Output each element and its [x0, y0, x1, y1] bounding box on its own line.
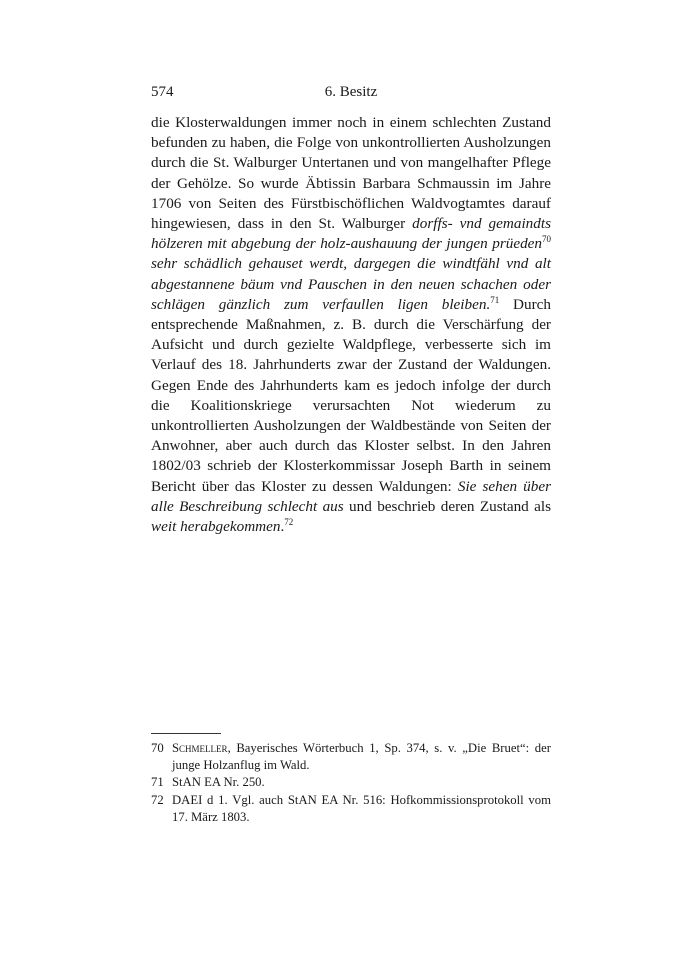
page-header	[151, 84, 551, 106]
footnote-72	[151, 792, 551, 826]
body-text	[151, 113, 551, 537]
page-number: 574	[151, 84, 174, 100]
footnote-text: StAN EA Nr. 250.	[172, 775, 265, 790]
footnote-text: , Bayerisches Wörterbuch 1, Sp. 374, s. v. „Die Bruet“: der junge Holzanflug im Wald.	[172, 741, 551, 773]
body-text-segment: .	[280, 518, 285, 536]
quoted-source-text: Sie sehen über alle Beschreibung schlecht aus	[151, 477, 551, 515]
footnote-71	[151, 774, 551, 791]
body-text-segment: und beschrieb deren Zustand als	[343, 497, 552, 515]
quoted-source-text: sehr schädlich gehauset werdt, dargegen die windtfähl vnd alt abgestannene bäum vnd Pauschen in den neuen schachen oder schlägen gänzlich zum verfaullen ligen bleiben.	[151, 255, 551, 313]
body-text-segment: die Klosterwaldungen immer noch in einem schlechten Zustand befunden zu haben, die Folge von unkontrollierten Ausholzungen durch die St. Walburger Untertanen und von mangelhafter Pflege der Gehölze. So wurde Äbtissin Barbara Schmaussin im Jahre 1706 von Seiten des Fürstbischöflichen Waldvogtamtes darauf hingewiesen, dass in den St. Walburger	[151, 114, 551, 233]
footnote-number: 71	[151, 775, 164, 790]
footnote-author: Schmeller	[172, 741, 228, 755]
footnote-number: 72	[151, 792, 164, 807]
running-head: 6. Besitz	[324, 84, 378, 100]
quoted-source-text: weit herabgekommen	[151, 518, 281, 536]
quoted-source-text: dorffs- vnd gemaindts hölzeren mit abgebung der holz-aushauung der jungen prüeden	[151, 215, 551, 253]
footnote-text: DAEI d 1. Vgl. auch StAN EA Nr. 516: Hofkommissionsprotokoll vom 17. März 1803.	[172, 792, 551, 824]
body-text-segment: Durch entsprechende Maßnahmen, z. B. durch die Verschärfung der Aufsicht und durch gezielte Waldpflege, verbesserte sich im Verlauf des 18. Jahrhunderts zwar der Zustand der Waldungen. Gegen Ende des Jahrhunderts kam es jedoch infolge der durch die Koalitionskriege verursachten Not wiederum zu unkontrollierten Ausholzungen der Waldbestände von Seiten der Anwohner, aber auch durch das Kloster selbst. In den Jahren 1802/03 schrieb der Klosterkommissar Joseph Barth in seinem Bericht über das Kloster zu dessen Waldungen:	[151, 295, 551, 495]
footnote-reference-70[interactable]: 70	[542, 234, 551, 245]
footnote-reference-72[interactable]: 72	[284, 517, 294, 527]
footnote-reference-71[interactable]: 71	[490, 294, 500, 305]
footnote-divider	[151, 733, 221, 734]
body-paragraph	[151, 113, 551, 537]
footnote-70	[151, 740, 551, 774]
footnotes	[151, 740, 551, 826]
footnote-number: 70	[151, 741, 164, 755]
